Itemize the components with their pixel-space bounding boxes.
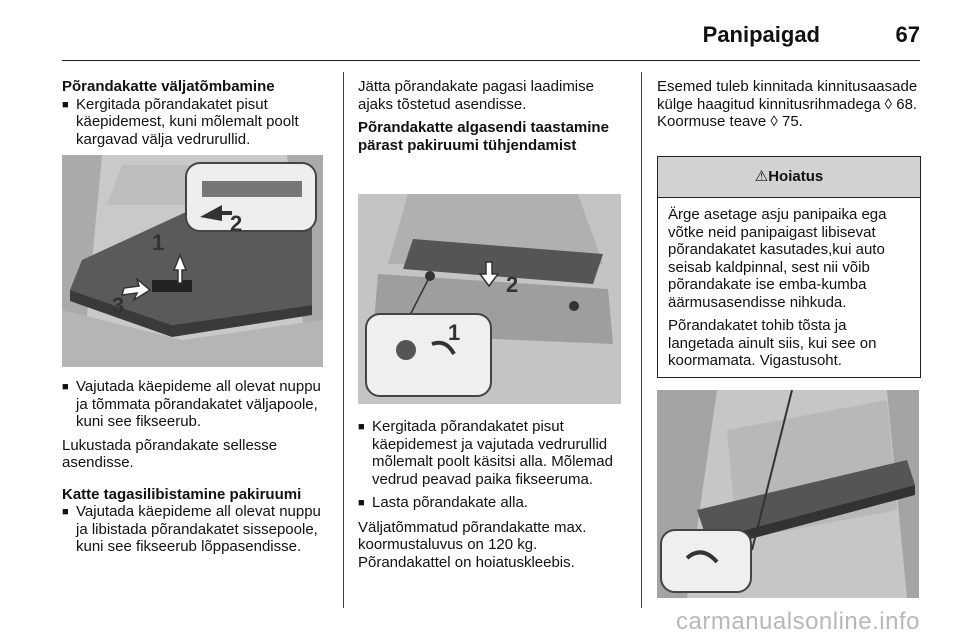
figure-label: 2 — [506, 272, 519, 297]
paragraph: Põrandakattel on hoiatuskleebis. — [358, 553, 575, 571]
bullet-text: Vajutada käepideme all olevat nuppu ja tõmmata põrandakatet väljapoole, kuni see fikseerub. — [76, 378, 321, 430]
bullet-text: Kergitada põrandakatet pisut käepidemest, kuni mõlemalt poolt kargavad välja vedrurullid. — [76, 95, 299, 148]
column-divider — [641, 72, 642, 608]
bullet-icon: ■ — [62, 506, 69, 518]
column-2-lower — [358, 418, 626, 571]
bullet-text: Lasta põrandakate alla. — [372, 494, 528, 511]
watermark: carmanualsonline.info — [676, 608, 920, 635]
paragraph: Jätta põrandakate pagasi laadimise ajaks tõstetud asendisse. — [358, 78, 594, 113]
section-heading: Põrandakatte algasendi taastamine pärast pakiruumi tühjendamist — [358, 119, 609, 154]
bullet-text: Vajutada käepideme all olevat nuppu ja libistada põrandakatet sissepoole, kuni see fikseerub lõppasendisse. — [76, 503, 321, 555]
bullet-icon: ■ — [62, 381, 69, 393]
page-header — [0, 0, 960, 60]
warning-body — [658, 198, 920, 378]
bullet-item — [62, 503, 330, 556]
bullet-icon: ■ — [62, 98, 69, 111]
column-1-lower — [62, 378, 330, 556]
paragraph: Lukustada põrandakate sellesse asendisse. — [62, 436, 278, 471]
warning-title: Hoiatus — [768, 168, 824, 185]
figure-floor-reset — [358, 194, 621, 404]
column-3 — [657, 78, 919, 131]
bullet-item — [358, 494, 626, 513]
bullet-item — [62, 96, 330, 149]
section-heading: Põrandakatte väljatõmbamine — [62, 78, 275, 95]
figure-tilted-floor — [657, 390, 919, 598]
figure-label: 1 — [448, 320, 461, 345]
section-heading: Katte tagasilibistamine pakiruumi — [62, 485, 302, 503]
figure-floor-pullout — [62, 155, 323, 367]
figure-label: 1 — [152, 230, 165, 255]
paragraph: Väljatõmmatud põrandakatte max. koormustaluvus on 120 kg. — [358, 518, 587, 553]
bullet-item — [62, 378, 330, 431]
header-rule — [62, 60, 920, 61]
column-divider — [343, 72, 344, 608]
bullet-icon: ■ — [358, 497, 365, 509]
warning-text: Ärge asetage asju panipaika ega võtke neid panipaigast libisevat põrandakatet kasutades,kui auto seisab kaldpinnal, sest nii võib põrandakate ise emba-kumba äärmusasendisse nihkuda. — [668, 206, 887, 311]
paragraph: Esemed tuleb kinnitada kinnitusaasade külge haagitud kinnitusrihmadega ◊ 68. Koormuse teave ◊ 75. — [657, 78, 918, 130]
bullet-icon: ■ — [358, 421, 365, 433]
bullet-text: Kergitada põrandakatet pisut käepidemest ja vajutada vedrurullid mõlemalt poolt käsitsi alla. Mõlemad vedrud peavad paika fikseeruma. — [372, 418, 613, 488]
warning-icon: ⚠ — [754, 168, 769, 185]
figure-label: 2 — [230, 211, 243, 236]
warning-text: Põrandakatet tohib tõsta ja langetada ainult siis, kui see on koormamata. Vigastusoht. — [668, 317, 877, 369]
figure-label: 3 — [112, 293, 125, 318]
column-2 — [358, 78, 626, 154]
page-title: Panipaigad — [702, 22, 820, 47]
bullet-item — [358, 418, 626, 488]
page-number: 67 — [895, 22, 920, 47]
warning-box — [657, 156, 921, 378]
warning-header — [658, 157, 920, 198]
column-1 — [62, 78, 330, 148]
